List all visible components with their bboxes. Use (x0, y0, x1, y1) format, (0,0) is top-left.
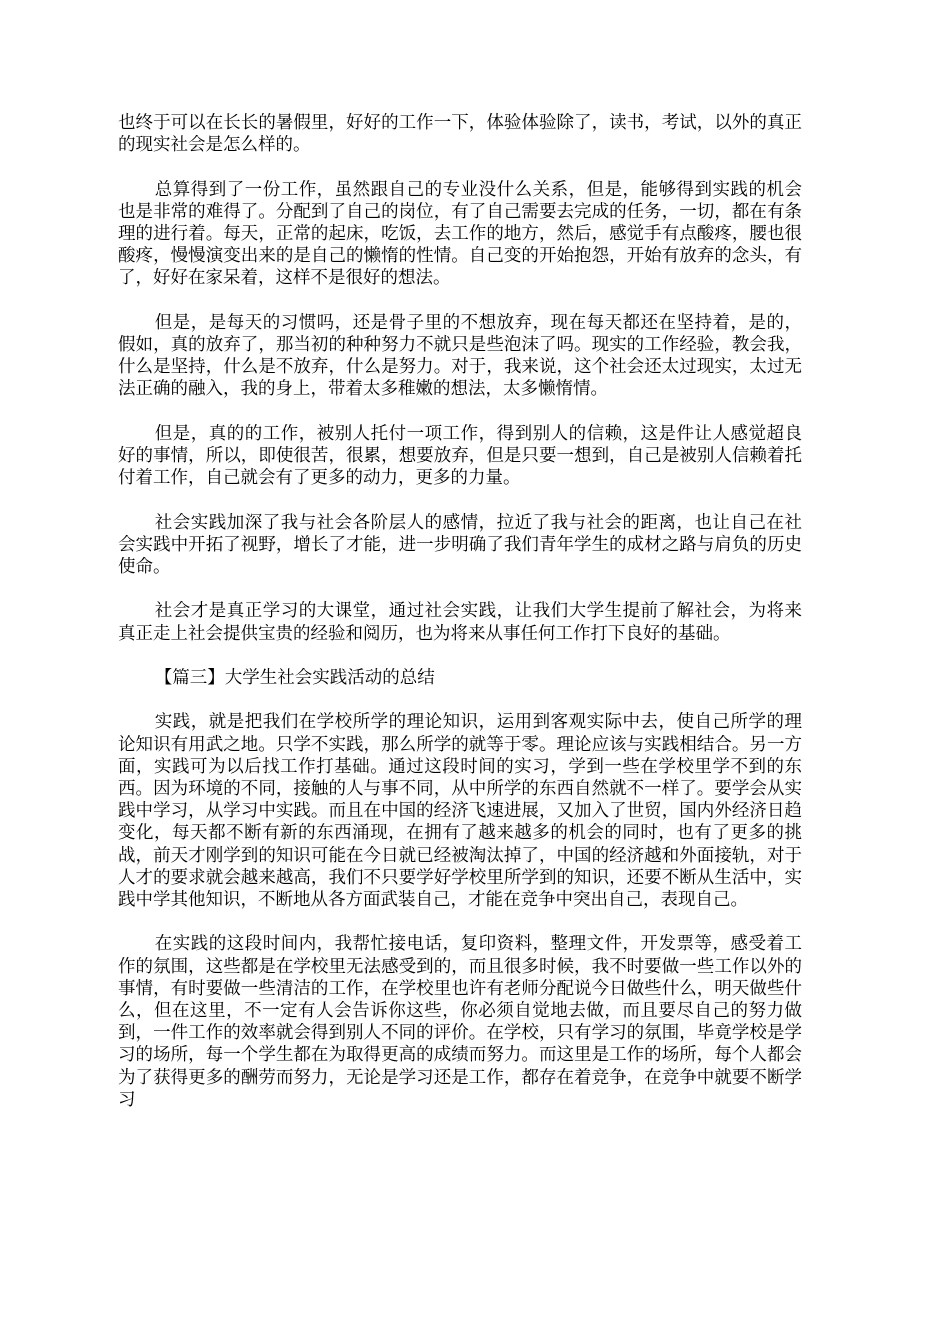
paragraph-6: 社会才是真正学习的大课堂，通过社会实践，让我们大学生提前了解社会，为将来真正走上社会提供宝贵的经验和阅历，也为将来从事任何工作打下良好的基础。 (118, 601, 802, 644)
paragraph-8: 在实践的这段时间内，我帮忙接电话，复印资料，整理文件，开发票等，感受着工作的氛围，这些都是在学校里无法感受到的，而且很多时候，我不时要做一些工作以外的事情，有时要做一些清洁的工作，在学校里也许有老师分配说今日做些什么，明天做些什么，但在这里，不一定有人会告诉你这些，你必须自觉地去做，而且要尽自己的努力做到，一件工作的效率就会得到别人不同的评价。在学校，只有学习的氛围，毕竟学校是学习的场所，每一个学生都在为取得更高的成绩而努力。而这里是工作的场所，每个人都会为了获得更多的酬劳而努力，无论是学习还是工作，都存在着竞争，在竞争中就要不断学习 (118, 934, 802, 1110)
document-page (118, 112, 802, 1111)
section-heading: 【篇三】大学生社会实践活动的总结 (154, 667, 435, 688)
paragraph-5: 社会实践加深了我与社会各阶层人的感情，拉近了我与社会的距离，也让自己在社会实践中开拓了视野，增长了才能，进一步明确了我们青年学生的成材之路与肩负的历史使命。 (118, 512, 802, 577)
paragraph-3: 但是，是每天的习惯吗，还是骨子里的不想放弃，现在每天都还在坚持着，是的，假如，真的放弃了，那当初的种种努力不就只是些泡沫了吗。现实的工作经验，教会我，什么是坚持，什么是不放弃，什么是努力。对于，我来说，这个社会还太过现实，太过无法正确的融入，我的身上，带着太多稚嫩的想法，太多懒惰情。 (118, 312, 802, 400)
paragraph-4: 但是，真的的工作，被别人托付一项工作，得到别人的信赖，这是件让人感觉超良好的事情，所以，即使很苦，很累，想要放弃，但是只要一想到，自己是被别人信赖着托付着工作，自己就会有了更多的动力，更多的力量。 (118, 423, 802, 489)
paragraph-1: 也终于可以在长长的暑假里，好好的工作一下，体验体验除了，读书，考试，以外的真正的现实社会是怎么样的。 (118, 113, 802, 156)
paragraph-2: 总算得到了一份工作，虽然跟自己的专业没什么关系，但是，能够得到实践的机会也是非常的难得了。分配到了自己的岗位，有了自己需要去完成的任务，一切，都在有条理的进行着。每天，正常的起床，吃饭，去工作的地方，然后，感觉手有点酸疼，腰也很酸疼，慢慢演变出来的是自己的懒惰的性情。自己变的开始抱怨，开始有放弃的念头，有了，好好在家呆着，这样不是很好的想法。 (118, 179, 802, 289)
paragraph-7: 实践，就是把我们在学校所学的理论知识，运用到客观实际中去，使自己所学的理论知识有用武之地。只学不实践，那么所学的就等于零。理论应该与实践相结合。另一方面，实践可为以后找工作打基础。通过这段时间的实习，学到一些在学校里学不到的东西。因为环境的不同，接触的人与事不同，从中所学的东西自然就不一样了。要学会从实践中学习，从学习中实践。而且在中国的经济飞速进展，又加入了世贸，国内外经济日趋变化，每天都不断有新的东西涌现，在拥有了越来越多的机会的同时，也有了更多的挑战，前天才刚学到的知识可能在今日就已经被淘汰掉了，中国的经济越和外面接轨，对于人才的要求就会越来越高，我们不只要学好学校里所学到的知识，还要不断从生活中，实践中学其他知识，不断地从各方面武装自己，才能在竞争中突出自己，表现自己。 (118, 712, 802, 910)
